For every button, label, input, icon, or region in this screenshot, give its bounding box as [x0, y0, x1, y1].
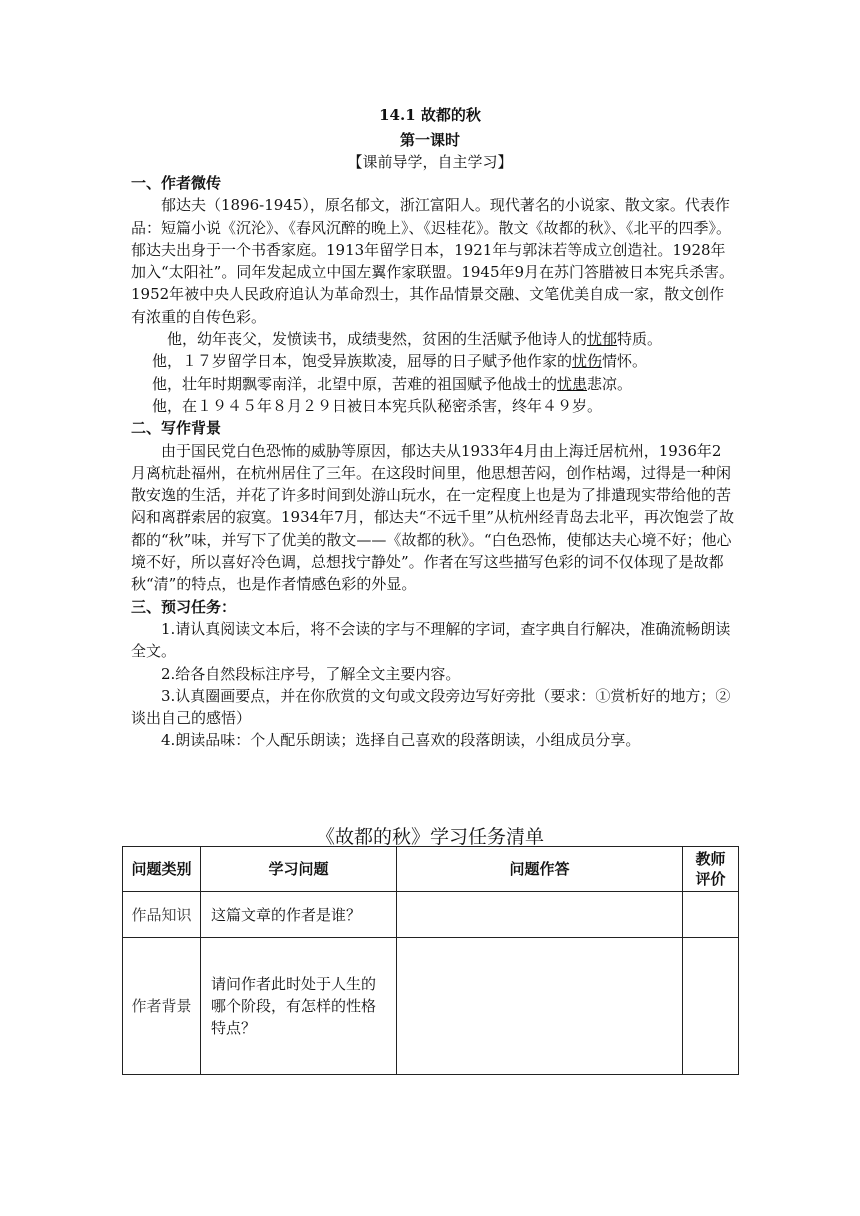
row-category: 作者背景	[123, 938, 201, 1075]
table-row	[123, 892, 739, 938]
header-evaluation: 教师评价	[683, 847, 739, 892]
task-table	[122, 846, 739, 1075]
preview-task-2: 2.给各自然段标注序号，了解全文主要内容。	[161, 664, 461, 683]
section-heading-background: 二、写作背景	[131, 419, 222, 438]
preview-task-3: 3.认真圈画要点，并在你欣赏的文句或文段旁边写好旁批（要求：①赏析好的地方；②谈出自己的感悟）	[131, 686, 731, 728]
row-evaluation-cell[interactable]	[683, 938, 739, 1075]
author-line-4: 他，在１９４５年８月２９日被日本宪兵队秘密杀害，终年４９岁。	[152, 396, 603, 415]
author-bio-paragraph: 郁达夫（1896-1945），原名郁文，浙江富阳人。现代著名的小说家、散文家。代表作品：短篇小说《沉沦》、《春风沉醉的晚上》、《迟桂花》。散文《故都的秋》、《北平的四季》。 郁达夫出身于一个书香家庭。1913年留学日本，1921年与郭沫若等成立创造社。1928年加入“太阳社”。同年发起成立中国左翼作家联盟。1945年9月在苏门答腊被日本宪兵杀害。1952年被中央人民政府追认为革命烈士，其作品情景交融、文笔优美自成一家，散文创作有浓重的自传色彩。	[131, 196, 754, 326]
task-table-title: 《故都的秋》学习任务清单	[315, 826, 544, 848]
lesson-subtitle: 第一课时	[399, 131, 460, 149]
row-evaluation-cell[interactable]	[683, 892, 739, 938]
background-paragraph: 由于国民党白色恐怖的威胁等原因，郁达夫从1933年4月由上海迁居杭州，1936年2月离杭赴福州，在杭州居住了三年。在这段时间里，他思想苦闷，创作枯竭，过得是一种闲散安逸的生活，并花了许多时间到处游山玩水，在一定程度上也是为了排遣现实带给他的苦闷和离群索居的寂寞。1934年7月，郁达夫“不远千里”从杭州经青岛去北平，再次饱尝了故都的“秋”味，并写下了优美的散文——《故都的秋》。“白色恐怖，使郁达夫心境不好；他心境不好，所以喜好冷色调，总想找宁静处”。作者在写这些描写色彩的词不仅体现了是故都秋“清”的特点，也是作者情感色彩的外显。	[131, 441, 735, 594]
table-header-row	[123, 847, 739, 892]
row-question: 这篇文章的作者是谁？	[201, 892, 397, 938]
row-answer-cell[interactable]	[397, 892, 683, 938]
preview-task-1: 1.请认真阅读文本后，将不会读的字与不理解的字词，查字典自行解决，准确流畅朗读全文。	[131, 619, 731, 661]
author-line-2: 他，１７岁留学日本，饱受异族欺凌，屈辱的日子赋予他作家的忧伤情怀。	[152, 352, 648, 371]
header-answer: 问题作答	[397, 847, 683, 892]
row-answer-cell[interactable]	[397, 938, 683, 1075]
document-body	[131, 172, 754, 752]
table-row	[123, 938, 739, 1075]
row-category: 作品知识	[123, 892, 201, 938]
page-title: 14.1 故都的秋	[379, 106, 481, 124]
preview-task-4: 4.朗读品味：个人配乐朗读；选择自己喜欢的段落朗读，小组成员分享。	[161, 731, 641, 750]
section-heading-tasks: 三、预习任务：	[131, 597, 237, 616]
author-line-3: 他，壮年时期飘零南洋，北望中原，苦难的祖国赋予他战士的忧患悲凉。	[152, 374, 633, 393]
row-question: 请问作者此时处于人生的哪个阶段，有怎样的性格特点？	[201, 938, 397, 1075]
header-question: 学习问题	[201, 847, 397, 892]
section-label: 【课前导学，自主学习】	[347, 153, 513, 171]
section-heading-author: 一、作者微传	[131, 174, 222, 192]
header-category: 问题类别	[123, 847, 201, 892]
author-line-1: 他，幼年丧父，发愤读书，成绩斐然，贫困的生活赋予他诗人的忧郁特质。	[167, 330, 663, 349]
